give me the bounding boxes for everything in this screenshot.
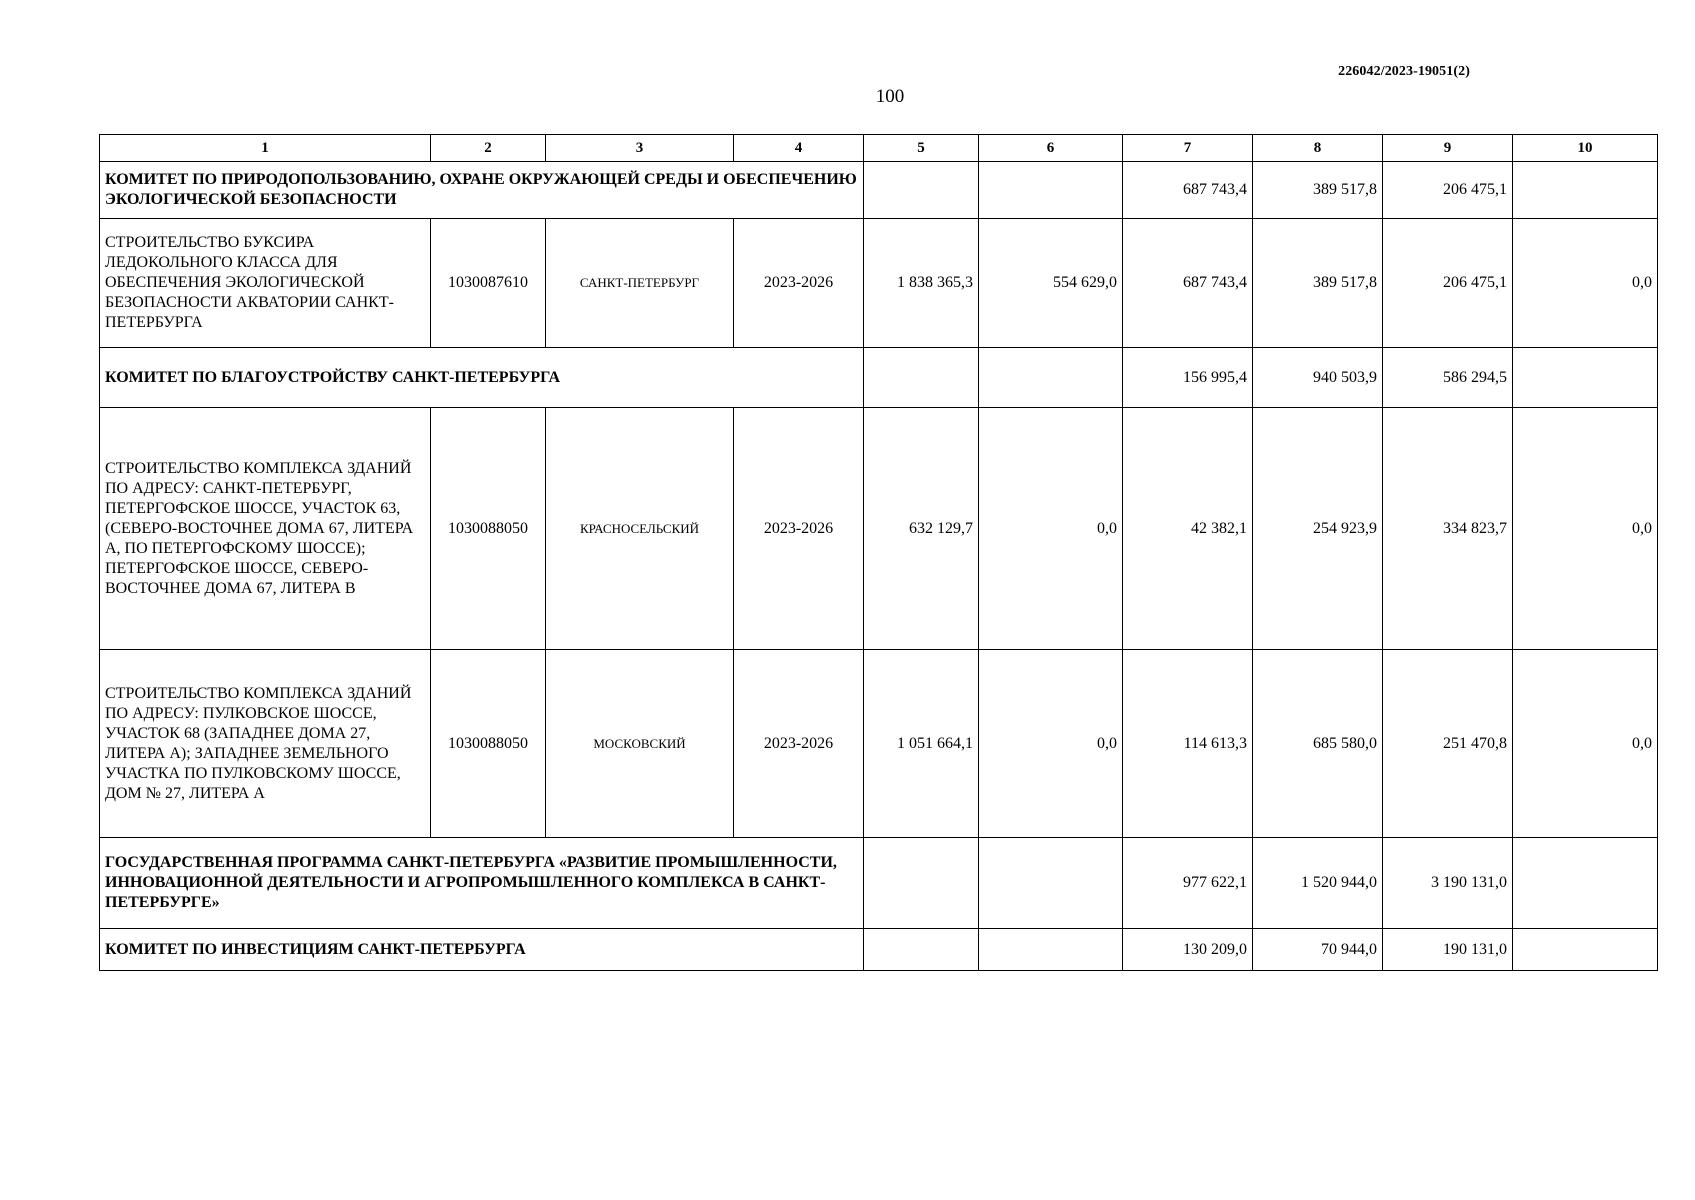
- group-amount-col9: 3 190 131,0: [1383, 838, 1513, 929]
- column-number: 2: [431, 135, 546, 162]
- amount-col7: 42 382,1: [1123, 408, 1253, 650]
- group-row: [100, 838, 1658, 929]
- empty-cell: [864, 348, 979, 408]
- group-amount-col9: 190 131,0: [1383, 929, 1513, 971]
- item-row: [100, 650, 1658, 838]
- empty-cell: [1513, 348, 1658, 408]
- amount-col5: 632 129,7: [864, 408, 979, 650]
- amount-col9: 334 823,7: [1383, 408, 1513, 650]
- group-amount-col7: 156 995,4: [1123, 348, 1253, 408]
- amount-col6: 554 629,0: [979, 219, 1123, 348]
- district: КРАСНОСЕЛЬСКИЙ: [546, 408, 734, 650]
- amount-col8: 685 580,0: [1253, 650, 1383, 838]
- district: МОСКОВСКИЙ: [546, 650, 734, 838]
- group-amount-col8: 70 944,0: [1253, 929, 1383, 971]
- empty-cell: [1513, 838, 1658, 929]
- investment-budget-table: [99, 134, 1658, 971]
- empty-cell: [1513, 929, 1658, 971]
- amount-col10: 0,0: [1513, 650, 1658, 838]
- group-amount-col7: 130 209,0: [1123, 929, 1253, 971]
- amount-col8: 389 517,8: [1253, 219, 1383, 348]
- group-title: КОМИТЕТ ПО ПРИРОДОПОЛЬЗОВАНИЮ, ОХРАНЕ ОКРУЖАЮЩЕЙ СРЕДЫ И ОБЕСПЕЧЕНИЮ ЭКОЛОГИЧЕСКОЙ БЕЗОПАСНОСТИ: [100, 162, 864, 219]
- group-amount-col8: 940 503,9: [1253, 348, 1383, 408]
- empty-cell: [864, 929, 979, 971]
- group-title: КОМИТЕТ ПО ИНВЕСТИЦИЯМ САНКТ-ПЕТЕРБУРГА: [100, 929, 864, 971]
- period: 2023-2026: [734, 650, 864, 838]
- group-row: [100, 929, 1658, 971]
- amount-col6: 0,0: [979, 408, 1123, 650]
- column-number: 6: [979, 135, 1123, 162]
- amount-col9: 251 470,8: [1383, 650, 1513, 838]
- group-title: ГОСУДАРСТВЕННАЯ ПРОГРАММА САНКТ-ПЕТЕРБУРГА «РАЗВИТИЕ ПРОМЫШЛЕННОСТИ, ИННОВАЦИОННОЙ ДЕЯТЕЛЬНОСТИ И АГРОПРОМЫШЛЕННОГО КОМПЛЕКСА В САНКТ-ПЕТЕРБУРГЕ»: [100, 838, 864, 929]
- amount-col8: 254 923,9: [1253, 408, 1383, 650]
- group-amount-col7: 687 743,4: [1123, 162, 1253, 219]
- object-name: СТРОИТЕЛЬСТВО КОМПЛЕКСА ЗДАНИЙ ПО АДРЕСУ: САНКТ-ПЕТЕРБУРГ, ПЕТЕРГОФСКОЕ ШОССЕ, УЧАСТОК 63, (СЕВЕРО-ВОСТОЧНЕЕ ДОМА 67, ЛИТЕРА А, ПО ПЕТЕРГОФСКОМУ ШОССЕ); ПЕТЕРГОФСКОЕ ШОССЕ, СЕВЕРО-ВОСТОЧНЕЕ ДОМА 67, ЛИТЕРА В: [100, 408, 431, 650]
- group-amount-col8: 389 517,8: [1253, 162, 1383, 219]
- column-number: 5: [864, 135, 979, 162]
- district: САНКТ-ПЕТЕРБУРГ: [546, 219, 734, 348]
- group-amount-col7: 977 622,1: [1123, 838, 1253, 929]
- group-row: [100, 348, 1658, 408]
- column-number: 8: [1253, 135, 1383, 162]
- item-row: [100, 219, 1658, 348]
- object-code: 1030088050: [431, 650, 546, 838]
- column-number: 1: [100, 135, 431, 162]
- column-number: 9: [1383, 135, 1513, 162]
- empty-cell: [979, 929, 1123, 971]
- empty-cell: [979, 348, 1123, 408]
- amount-col6: 0,0: [979, 650, 1123, 838]
- group-title: КОМИТЕТ ПО БЛАГОУСТРОЙСТВУ САНКТ-ПЕТЕРБУРГА: [100, 348, 864, 408]
- object-name: СТРОИТЕЛЬСТВО БУКСИРА ЛЕДОКОЛЬНОГО КЛАССА ДЛЯ ОБЕСПЕЧЕНИЯ ЭКОЛОГИЧЕСКОЙ БЕЗОПАСНОСТИ АКВАТОРИИ САНКТ-ПЕТЕРБУРГА: [100, 219, 431, 348]
- document-registration-number: 226042/2023-19051(2): [1338, 64, 1470, 79]
- empty-cell: [864, 838, 979, 929]
- item-row: [100, 408, 1658, 650]
- amount-col7: 114 613,3: [1123, 650, 1253, 838]
- page-number: 100: [875, 86, 905, 107]
- amount-col10: 0,0: [1513, 219, 1658, 348]
- empty-cell: [979, 838, 1123, 929]
- group-amount-col9: 206 475,1: [1383, 162, 1513, 219]
- amount-col7: 687 743,4: [1123, 219, 1253, 348]
- empty-cell: [979, 162, 1123, 219]
- empty-cell: [1513, 162, 1658, 219]
- period: 2023-2026: [734, 219, 864, 348]
- group-amount-col8: 1 520 944,0: [1253, 838, 1383, 929]
- amount-col10: 0,0: [1513, 408, 1658, 650]
- period: 2023-2026: [734, 408, 864, 650]
- group-row: [100, 162, 1658, 219]
- column-number: 10: [1513, 135, 1658, 162]
- object-name: СТРОИТЕЛЬСТВО КОМПЛЕКСА ЗДАНИЙ ПО АДРЕСУ: ПУЛКОВСКОЕ ШОССЕ, УЧАСТОК 68 (ЗАПАДНЕЕ ДОМА 27, ЛИТЕРА А); ЗАПАДНЕЕ ЗЕМЕЛЬНОГО УЧАСТКА ПО ПУЛКОВСКОМУ ШОССЕ, ДОМ № 27, ЛИТЕРА А: [100, 650, 431, 838]
- object-code: 1030088050: [431, 408, 546, 650]
- empty-cell: [864, 162, 979, 219]
- column-number: 7: [1123, 135, 1253, 162]
- column-number: 4: [734, 135, 864, 162]
- object-code: 1030087610: [431, 219, 546, 348]
- column-number-row: [100, 135, 1658, 162]
- amount-col5: 1 838 365,3: [864, 219, 979, 348]
- amount-col5: 1 051 664,1: [864, 650, 979, 838]
- column-number: 3: [546, 135, 734, 162]
- group-amount-col9: 586 294,5: [1383, 348, 1513, 408]
- amount-col9: 206 475,1: [1383, 219, 1513, 348]
